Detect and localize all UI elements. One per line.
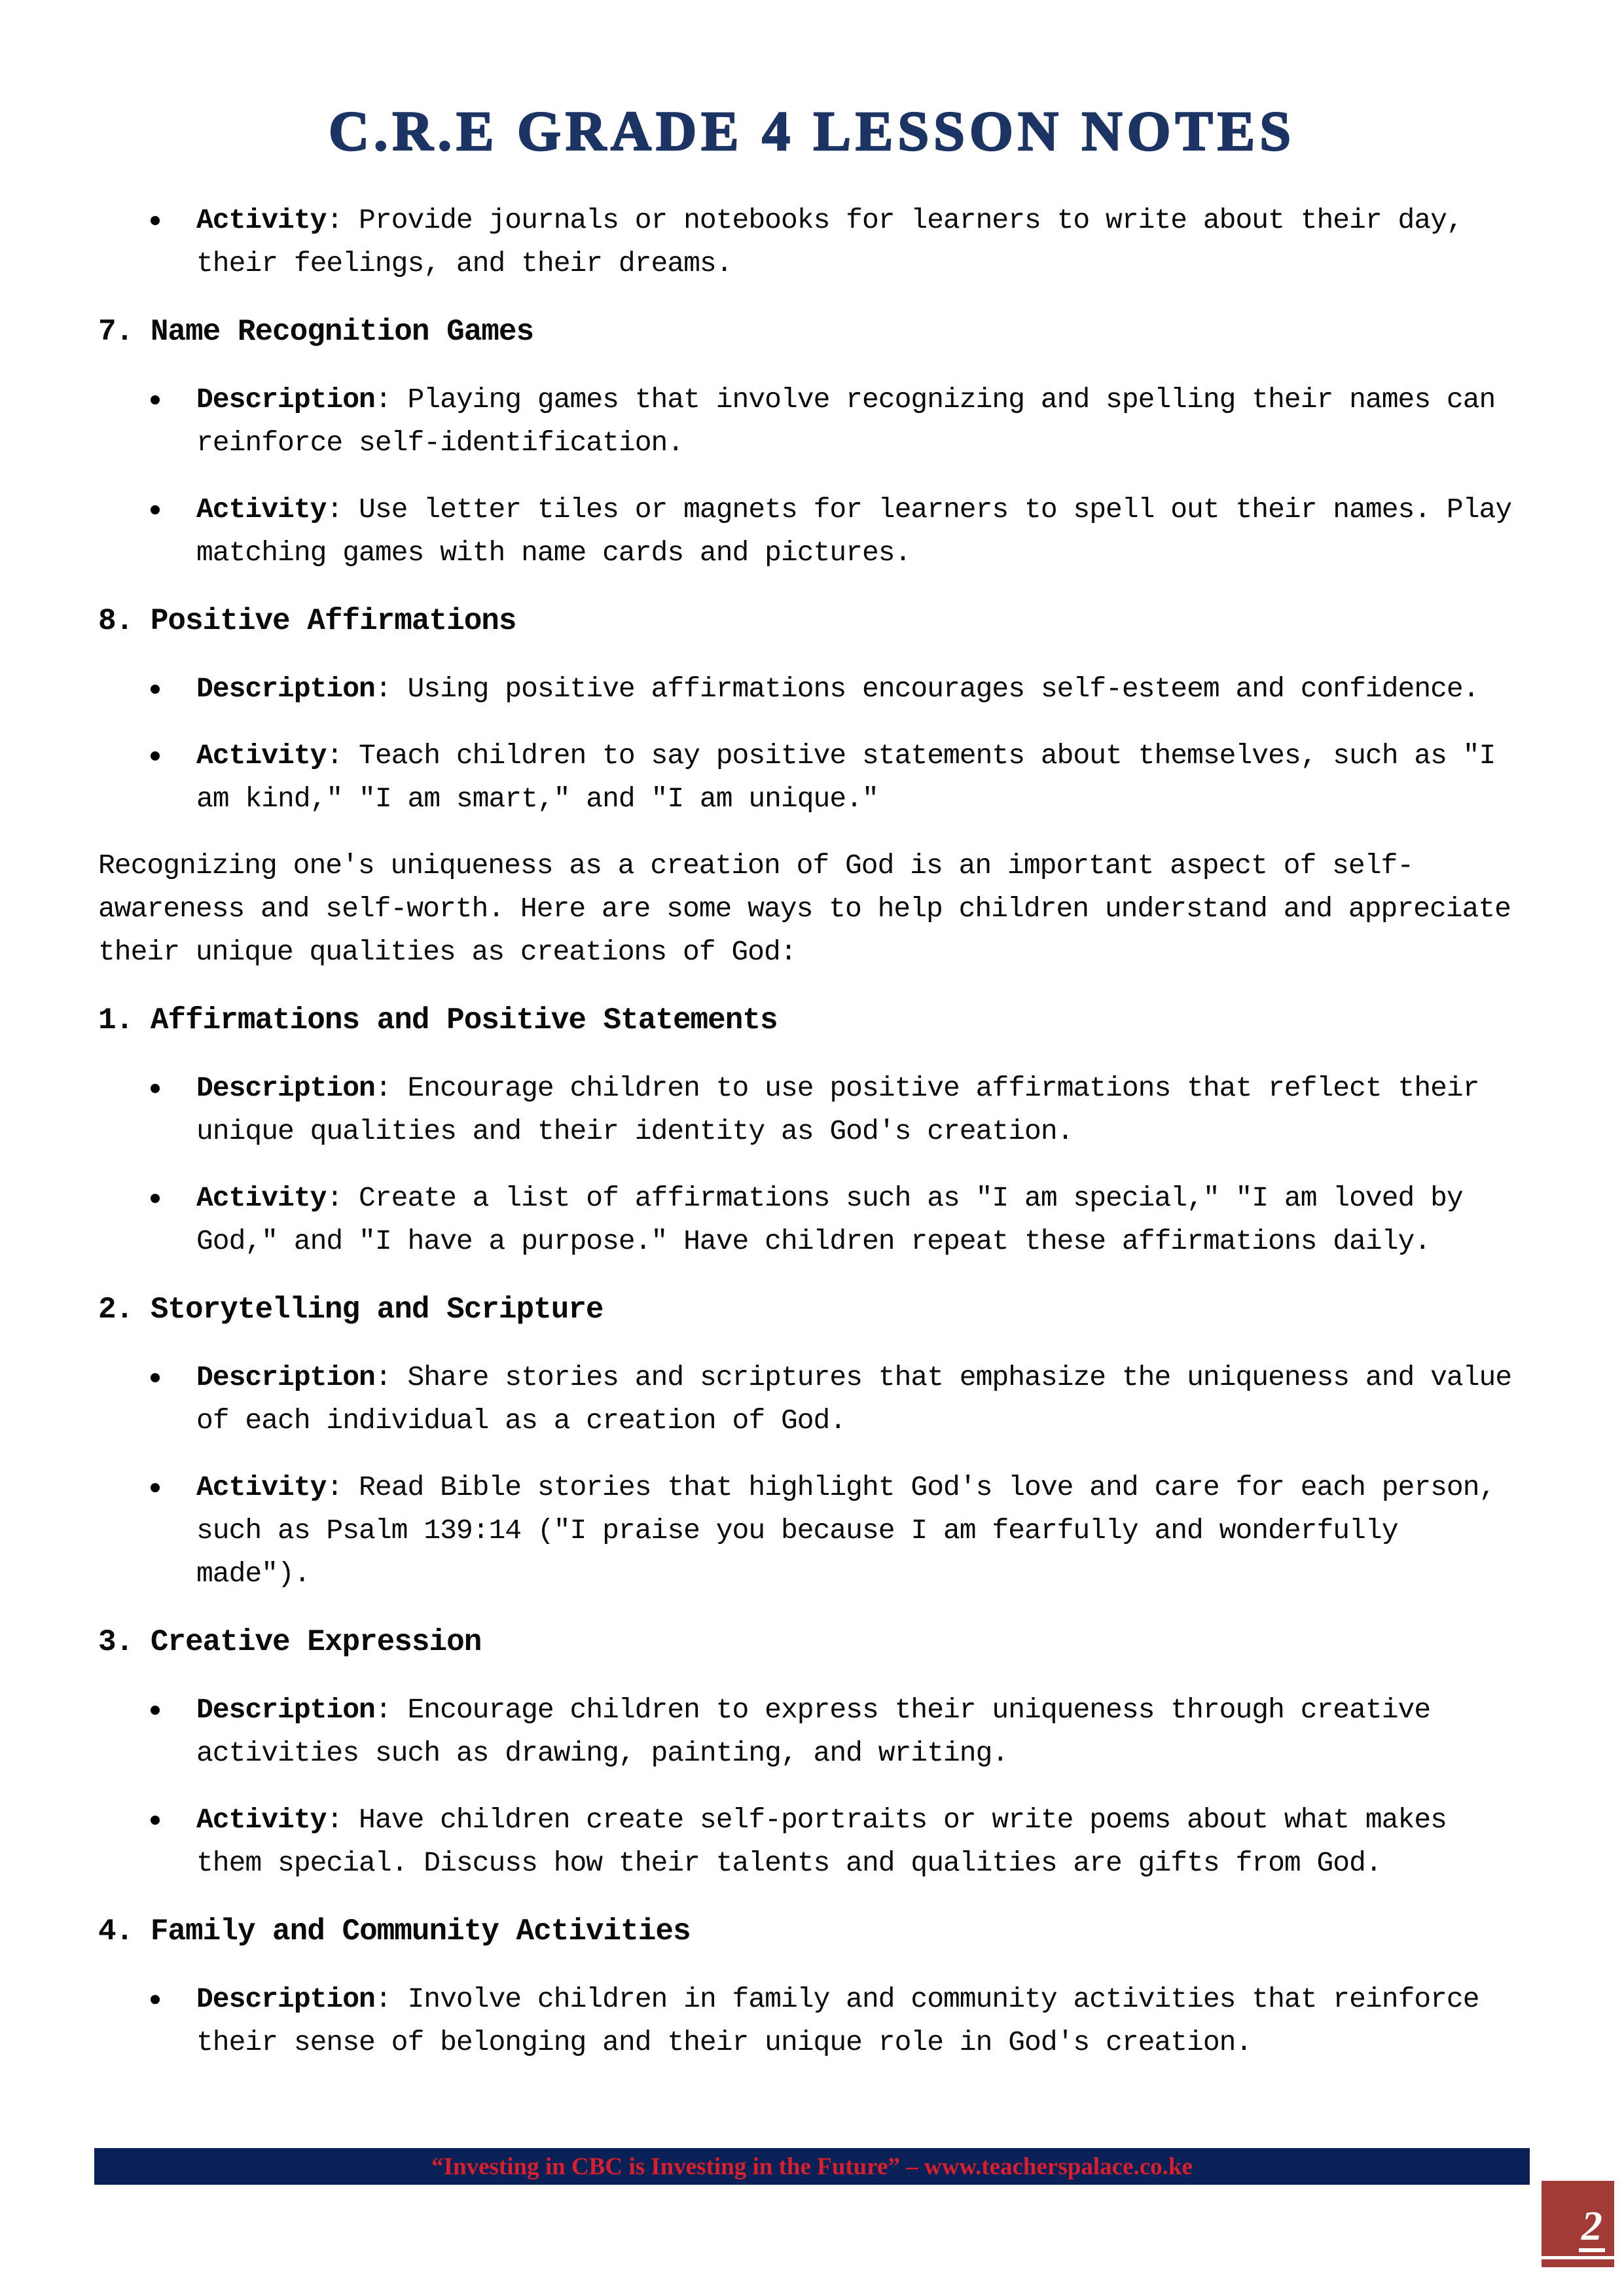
bullet-text: : Involve children in family and community activities that reinforce their sense of belonging and their unique role in God's creation. <box>196 1983 1479 2058</box>
bullet-label: Description <box>196 1694 375 1726</box>
bullet-content <box>196 673 1479 705</box>
document-body <box>0 199 1624 2064</box>
bullet-label: Activity <box>196 204 327 236</box>
paragraph: Recognizing one's uniqueness as a creation of God is an important aspect of self-awareness and self-worth. Here are some ways to help children understand and appreciate their unique qualities as creations of God: <box>98 850 1511 968</box>
bullet-icon <box>151 216 160 225</box>
list-item <box>98 734 1526 821</box>
bullet-text: : Have children create self-portraits or write poems about what makes them special. Discuss how their talents and qualities are gifts from God. <box>196 1804 1447 1879</box>
bullet-content <box>196 1072 1479 1147</box>
bullet-text: : Provide journals or notebooks for learners to write about their day, their feelings, and their dreams. <box>196 204 1463 279</box>
bullet-content <box>196 1182 1463 1257</box>
list-item <box>98 1067 1526 1153</box>
list-item <box>98 199 1526 285</box>
section-heading: 8. Positive Affirmations <box>98 604 516 638</box>
bullet-content <box>196 1361 1511 1437</box>
bullet-label: Description <box>196 384 375 416</box>
page-number-badge <box>1542 2181 1614 2267</box>
bullet-text: : Playing games that involve recognizing and spelling their names can reinforce self-identification. <box>196 384 1496 459</box>
list-item <box>98 488 1526 575</box>
page-badge-stripe <box>1542 2259 1614 2267</box>
list-item <box>98 1356 1526 1443</box>
list-item <box>98 378 1526 465</box>
bullet-label: Description <box>196 1072 375 1104</box>
list-item <box>98 1978 1526 2064</box>
bullet-icon <box>151 395 160 404</box>
bullet-content <box>196 493 1511 569</box>
section-heading: 3. Creative Expression <box>98 1625 482 1659</box>
list-item <box>98 1466 1526 1596</box>
bullet-content <box>196 740 1495 815</box>
bullet-content <box>196 204 1463 279</box>
footer-text: “Investing in CBC is Investing in the Future” – www.teacherspalace.co.ke <box>431 2153 1193 2180</box>
bullet-content <box>196 384 1495 459</box>
bullet-icon <box>151 1084 160 1093</box>
page-title: C.R.E GRADE 4 LESSON NOTES <box>328 99 1296 162</box>
bullet-label: Description <box>196 1983 375 2015</box>
section-heading: 1. Affirmations and Positive Statements <box>98 1003 778 1037</box>
list-item <box>98 1177 1526 1263</box>
bullet-content <box>196 1471 1495 1590</box>
bullet-text: : Encourage children to use positive affirmations that reflect their unique qualities and their identity as God's creation. <box>196 1072 1479 1147</box>
section-heading: 2. Storytelling and Scripture <box>98 1293 604 1327</box>
bullet-icon <box>151 505 160 514</box>
bullet-content <box>196 1983 1479 2058</box>
bullet-label: Activity <box>196 1804 327 1836</box>
bullet-icon <box>151 1373 160 1382</box>
list-item <box>98 1689 1526 1775</box>
bullet-label: Description <box>196 673 375 705</box>
bullet-icon <box>151 1706 160 1715</box>
bullet-icon <box>151 1483 160 1492</box>
bullet-text: : Teach children to say positive statements about themselves, such as "I am kind," "I am smart," and "I am unique." <box>196 740 1496 815</box>
list-item <box>98 668 1526 711</box>
bullet-label: Activity <box>196 493 327 526</box>
list-item <box>98 1799 1526 1885</box>
bullet-icon <box>151 1995 160 2004</box>
bullet-label: Activity <box>196 740 327 772</box>
bullet-text: : Share stories and scriptures that emphasize the uniqueness and value of each individual as a creation of God. <box>196 1361 1512 1437</box>
bullet-icon <box>151 1194 160 1203</box>
bullet-content <box>196 1804 1447 1879</box>
section-heading: 7. Name Recognition Games <box>98 315 534 349</box>
page-number: 2 <box>1579 2205 1605 2252</box>
section-heading: 4. Family and Community Activities <box>98 1914 691 1948</box>
bullet-content <box>196 1694 1430 1769</box>
page-badge-square <box>1542 2181 1614 2256</box>
bullet-text: : Use letter tiles or magnets for learners to spell out their names. Play matching games with name cards and pictures. <box>196 493 1512 569</box>
bullet-text: : Using positive affirmations encourages self-esteem and confidence. <box>374 673 1479 705</box>
bullet-label: Activity <box>196 1471 327 1503</box>
footer-bar <box>94 2148 1530 2185</box>
bullet-icon <box>151 751 160 761</box>
bullet-text: : Encourage children to express their uniqueness through creative activities such as drawing, painting, and writing. <box>196 1694 1431 1769</box>
bullet-text: : Create a list of affirmations such as "I am special," "I am loved by God," and "I have a purpose." Have children repeat these affirmations daily. <box>196 1182 1463 1257</box>
bullet-text: : Read Bible stories that highlight God's love and care for each person, such as Psalm 139:14 ("I praise you because I am fearfully and wonderfully made"). <box>196 1471 1496 1590</box>
bullet-icon <box>151 685 160 694</box>
bullet-label: Activity <box>196 1182 327 1214</box>
bullet-icon <box>151 1816 160 1825</box>
bullet-label: Description <box>196 1361 375 1393</box>
